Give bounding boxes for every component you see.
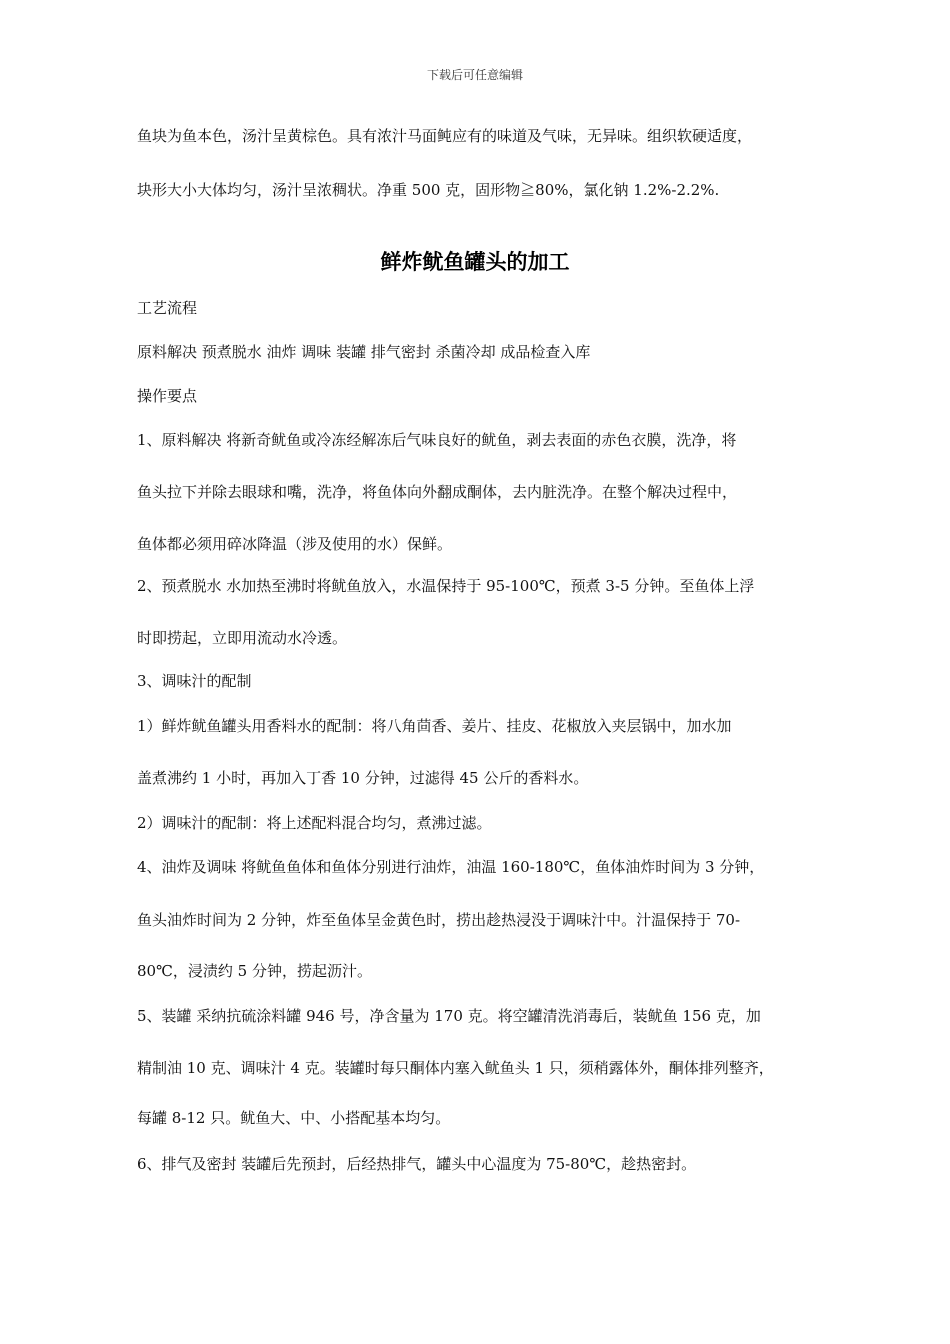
step3-sub2: 2）调味汁的配制：将上述配料混合均匀，煮沸过滤。 bbox=[137, 814, 492, 832]
flow-steps: 原料解决 预煮脱水 油炸 调味 装罐 排气密封 杀菌冷却 成品检查入库 bbox=[137, 343, 591, 361]
step5-line-3: 每罐 8-12 只。鱿鱼大、中、小搭配基本均匀。 bbox=[137, 1109, 451, 1127]
step4-line-1: 4、油炸及调味 将鱿鱼鱼体和鱼体分别进行油炸，油温 160-180℃，鱼体油炸时间为 3 分钟， bbox=[137, 858, 765, 876]
step5-line-2: 精制油 10 克、调味汁 4 克。装罐时每只酮体内塞入鱿鱼头 1 只，须稍露体外，酮体排列整齐， bbox=[137, 1059, 774, 1077]
intro-line-1: 鱼块为鱼本色，汤汁呈黄棕色。具有浓汁马面鲀应有的味道及气味，无异味。组织软硬适度， bbox=[137, 127, 753, 145]
header-note: 下载后可任意编辑 bbox=[426, 68, 523, 82]
step1-line-3: 鱼体都必须用碎冰降温（涉及使用的水）保鲜。 bbox=[137, 535, 453, 553]
step4-line-2: 鱼头油炸时间为 2 分钟，炸至鱼体呈金黄色时，捞出趁热浸没于调味汁中。汁温保持于 70- bbox=[137, 911, 741, 929]
step2-line-2: 时即捞起，立即用流动水冷透。 bbox=[137, 629, 348, 647]
step6-line-1: 6、排气及密封 装罐后先预封，后经热排气，罐头中心温度为 75-80℃，趁热密封。 bbox=[137, 1155, 697, 1173]
intro-line-2: 块形大小大体均匀，汤汁呈浓稠状。净重 500 克，固形物≧80%，氯化钠 1.2%-2.2%. bbox=[137, 181, 720, 199]
ops-heading: 操作要点 bbox=[137, 387, 198, 405]
step1-line-2: 鱼头拉下并除去眼球和嘴，洗净，将鱼体向外翻成酮体，去内脏洗净。在整个解决过程中， bbox=[137, 483, 738, 501]
step3-heading: 3、调味汁的配制 bbox=[137, 672, 252, 690]
section-title: 鲜炸鱿鱼罐头的加工 bbox=[380, 250, 570, 274]
step3-sub1-line-1: 1）鲜炸鱿鱼罐头用香料水的配制：将八角茴香、姜片、挂皮、花椒放入夹层锅中，加水加 bbox=[137, 717, 732, 735]
step5-line-1: 5、装罐 采纳抗硫涂料罐 946 号，净含量为 170 克。将空罐清洗消毒后，装鱿鱼 156 克，加 bbox=[137, 1007, 761, 1025]
step3-sub1-line-2: 盖煮沸约 1 小时，再加入丁香 10 分钟，过滤得 45 公斤的香料水。 bbox=[137, 769, 589, 787]
step2-line-1: 2、预煮脱水 水加热至沸时将鱿鱼放入，水温保持于 95-100℃，预煮 3-5 分钟。至鱼体上浮 bbox=[137, 577, 755, 595]
step4-line-3: 80℃，浸渍约 5 分钟，捞起沥汁。 bbox=[137, 962, 372, 980]
flow-heading: 工艺流程 bbox=[137, 299, 198, 317]
step1-line-1: 1、原料解决 将新奇鱿鱼或冷冻经解冻后气味良好的鱿鱼，剥去表面的赤色衣膜，洗净，将 bbox=[137, 431, 737, 449]
